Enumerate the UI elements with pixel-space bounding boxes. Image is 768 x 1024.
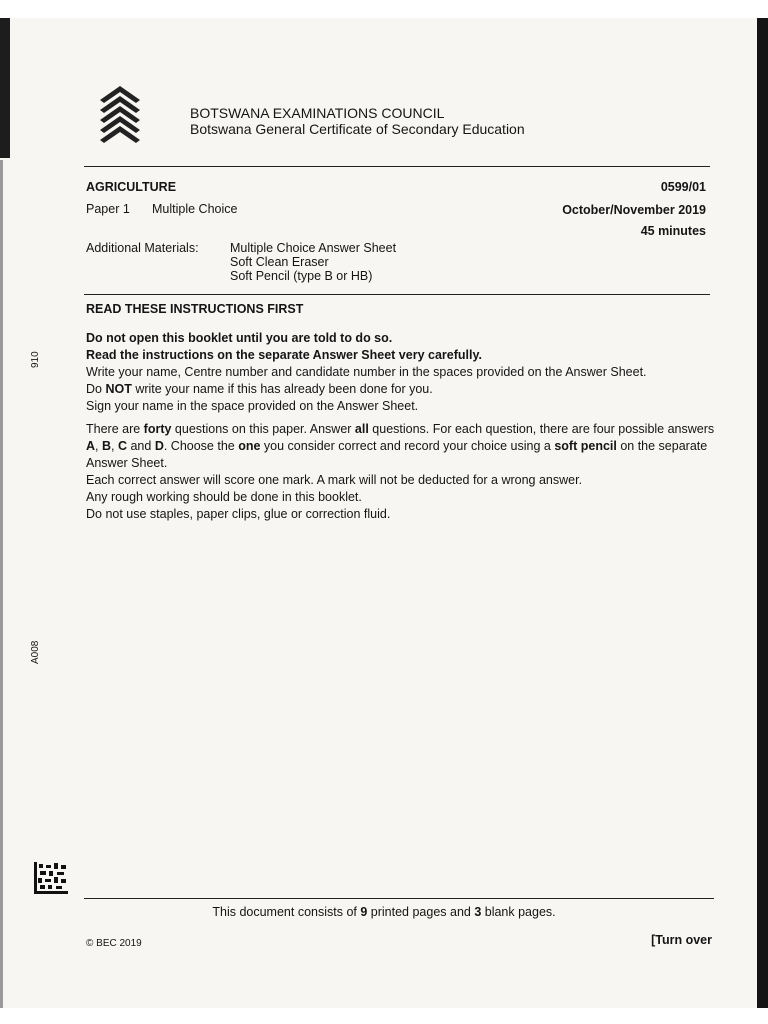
- instruction-line: Write your name, Centre number and candidate number in the spaces provided on the Answer Sheet.: [86, 365, 647, 379]
- instruction-line: Do not open this booklet until you are told to do so.: [86, 331, 393, 345]
- header-block: [190, 105, 525, 137]
- turn-over-label: [Turn over: [651, 933, 712, 947]
- instruction-paragraph: There are forty questions on this paper. Answer all questions. For each question, there are four possible answers A, B, C and D. Choose the one you consider correct and record your choice using a soft pencil on the separate Answer Sheet.: [86, 422, 715, 470]
- side-mark-lower: A008: [30, 640, 41, 664]
- bec-logo-icon: [96, 84, 144, 146]
- side-mark-upper: 910: [30, 351, 41, 368]
- instruction-line: Do not use staples, paper clips, glue or correction fluid.: [86, 507, 391, 521]
- materials-item: Soft Clean Eraser: [230, 255, 329, 269]
- instruction-line: Read the instructions on the separate Answer Sheet very carefully.: [86, 348, 482, 362]
- org-name: BOTSWANA EXAMINATIONS COUNCIL: [190, 105, 445, 121]
- exam-session: October/November 2019: [562, 203, 706, 217]
- scan-border-left-shadow: [0, 160, 3, 1010]
- instructions-heading: READ THESE INSTRUCTIONS FIRST: [86, 302, 304, 316]
- paper-code: 0599/01: [660, 180, 706, 194]
- paper-type: Multiple Choice: [152, 202, 238, 216]
- footer-divider: [84, 898, 714, 899]
- page-count-note: This document consists of 9 printed pages and 3 blank pages.: [212, 905, 556, 919]
- materials-list: [230, 241, 396, 283]
- instruction-line: Do NOT write your name if this has already been done for you.: [86, 382, 433, 396]
- scan-border-bottom: [0, 1008, 768, 1024]
- scan-border-top: [0, 0, 768, 18]
- scan-border-left: [0, 18, 10, 158]
- subject-title: AGRICULTURE: [86, 180, 177, 194]
- instructions-body: [86, 330, 716, 523]
- instruction-line: Sign your name in the space provided on the Answer Sheet.: [86, 399, 419, 413]
- instruction-line: Any rough working should be done in this booklet.: [86, 490, 362, 504]
- exam-duration: 45 minutes: [640, 224, 706, 238]
- header-divider: [84, 166, 710, 167]
- materials-label: Additional Materials:: [86, 241, 199, 255]
- copyright-notice: © BEC 2019: [86, 938, 142, 949]
- materials-item: Multiple Choice Answer Sheet: [230, 241, 397, 255]
- paper-number: Paper 1: [86, 202, 130, 216]
- data-matrix-icon: [34, 862, 68, 894]
- materials-item: Soft Pencil (type B or HB): [230, 269, 373, 283]
- instructions-divider: [84, 294, 710, 295]
- scan-border-right: [757, 18, 768, 1024]
- instruction-line: Each correct answer will score one mark. A mark will not be deducted for a wrong answer.: [86, 473, 583, 487]
- qualification-title: Botswana General Certificate of Secondary Education: [190, 121, 525, 137]
